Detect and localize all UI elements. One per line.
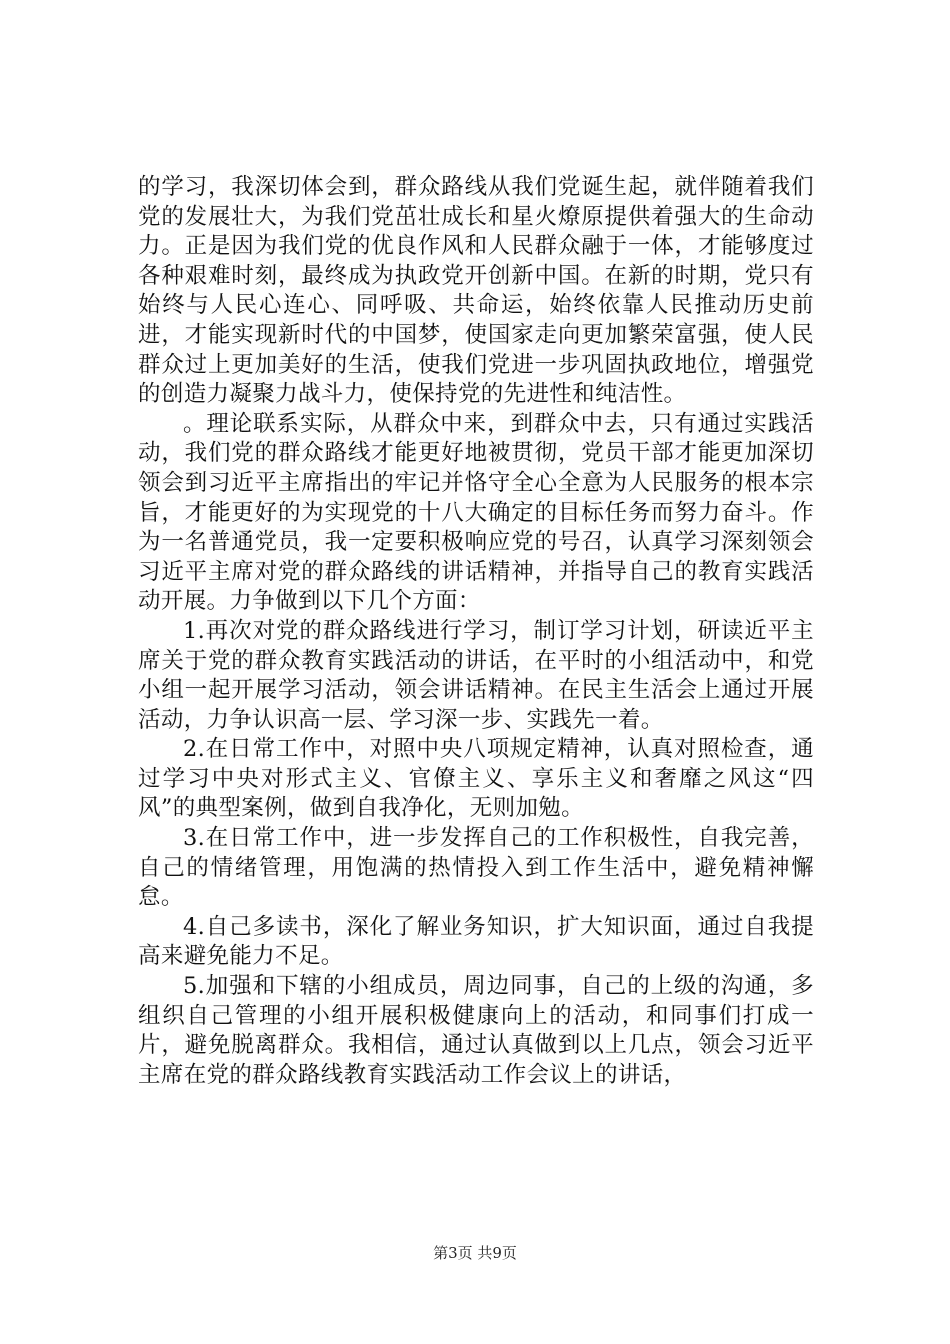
page-number-label: 第3页 共9页 — [433, 1244, 517, 1262]
page-footer — [0, 1243, 950, 1263]
list-item-2: 2.在日常工作中，对照中央八项规定精神，认真对照检查，通过学习中央对形式主义、官僚主义、享乐主义和奢靡之风这“四风”的典型案例，做到自我净化，无则加勉。 — [138, 736, 814, 822]
document-body — [138, 173, 814, 1090]
list-item-3: 3.在日常工作中，进一步发挥自己的工作积极性，自我完善，自己的情绪管理，用饱满的热情投入到工作生活中，避免精神懈怠。 — [138, 825, 814, 911]
list-item-4: 4.自己多读书，深化了解业务知识，扩大知识面，通过自我提高来避免能力不足。 — [138, 913, 814, 970]
list-item-5: 5.加强和下辖的小组成员，周边同事，自己的上级的沟通，多组织自己管理的小组开展积极健康向上的活动，和同事们打成一片，避免脱离群众。我相信，通过认真做到以上几点，领会习近平主席在党的群众路线教育实践活动工作会议上的讲话， — [138, 973, 814, 1088]
paragraph-theory-practice: 。理论联系实际，从群众中来，到群众中去，只有通过实践活动，我们党的群众路线才能更好地被贯彻，党员干部才能更加深切领会到习近平主席指出的牢记并恪守全心全意为人民服务的根本宗旨，才能更好的为实现党的十八大确定的目标任务而努力奋斗。作为一名普通党员，我一定要积极响应党的号召，认真学习深刻领会习近平主席对党的群众路线的讲话精神，并指导自己的教育实践活动开展。力争做到以下几个方面： — [138, 410, 814, 615]
paragraph-continuation: 的学习，我深切体会到，群众路线从我们党诞生起，就伴随着我们党的发展壮大，为我们党茁壮成长和星火燎原提供着强大的生命动力。正是因为我们党的优良作风和人民群众融于一体，才能够度过各种艰难时刻，最终成为执政党开创新中国。在新的时期，党只有始终与人民心连心、同呼吸、共命运，始终依靠人民推动历史前进，才能实现新时代的中国梦，使国家走向更加繁荣富强，使人民群众过上更加美好的生活，使我们党进一步巩固执政地位，增强党的创造力凝聚力战斗力，使保持党的先进性和纯洁性。 — [138, 174, 814, 408]
list-item-1: 1.再次对党的群众路线进行学习，制订学习计划，研读近平主席关于党的群众教育实践活动的讲话，在平时的小组活动中，和党小组一起开展学习活动，领会讲话精神。在民主生活会上通过开展活动，力争认识高一层、学习深一步、实践先一着。 — [138, 617, 814, 733]
